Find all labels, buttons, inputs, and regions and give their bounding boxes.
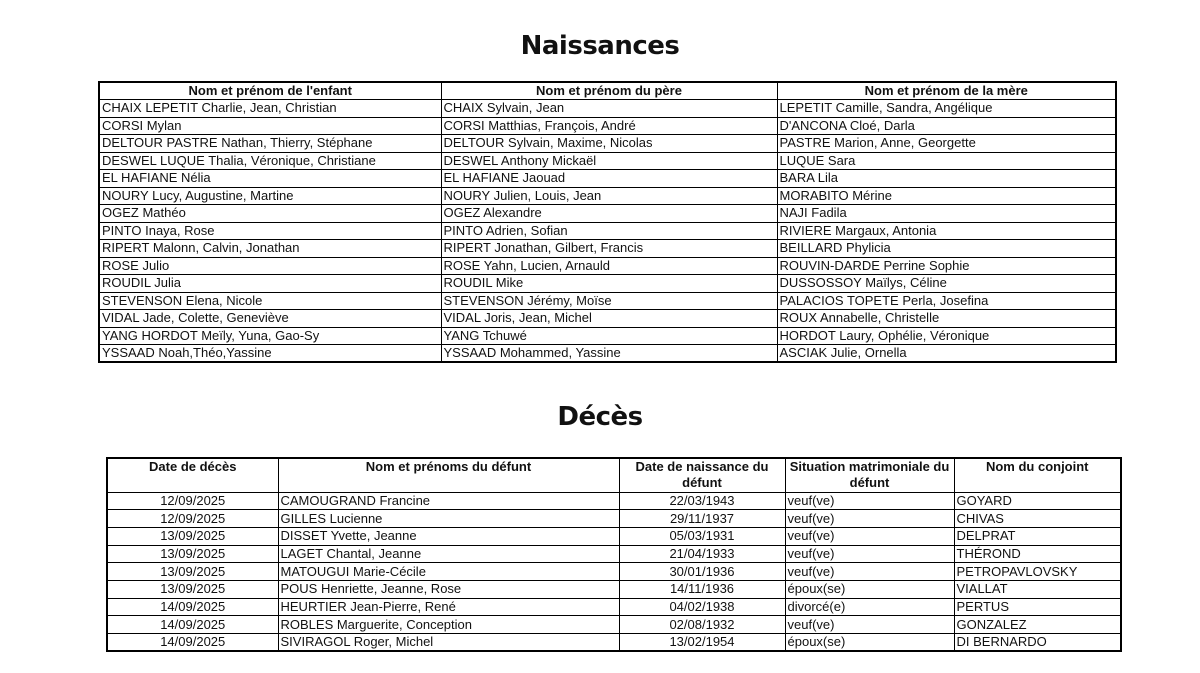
cell-mere: LEPETIT Camille, Sandra, Angélique	[777, 100, 1116, 118]
column-header-date-deces: Date de décès	[107, 458, 278, 492]
cell-mere: D'ANCONA Cloé, Darla	[777, 117, 1116, 135]
cell-conjoint: THÉROND	[954, 545, 1121, 563]
cell-date-deces: 13/09/2025	[107, 527, 278, 545]
table-row	[99, 292, 1116, 310]
cell-pere: ROSE Yahn, Lucien, Arnauld	[441, 257, 777, 275]
cell-enfant: ROUDIL Julia	[99, 275, 441, 293]
table-row	[99, 345, 1116, 363]
cell-date-deces: 12/09/2025	[107, 510, 278, 528]
cell-mere: PALACIOS TOPETE Perla, Josefina	[777, 292, 1116, 310]
cell-situation: veuf(ve)	[785, 563, 954, 581]
table-row	[107, 580, 1121, 598]
cell-pere: DELTOUR Sylvain, Maxime, Nicolas	[441, 135, 777, 153]
cell-date-deces: 14/09/2025	[107, 634, 278, 652]
cell-mere: BEILLARD Phylicia	[777, 240, 1116, 258]
cell-date-deces: 13/09/2025	[107, 545, 278, 563]
cell-enfant: CORSI Mylan	[99, 117, 441, 135]
cell-nom-defunt: CAMOUGRAND Francine	[278, 492, 619, 510]
table-row	[107, 527, 1121, 545]
cell-pere: ROUDIL Mike	[441, 275, 777, 293]
column-header-mere: Nom et prénom de la mère	[777, 82, 1116, 100]
cell-enfant: PINTO Inaya, Rose	[99, 222, 441, 240]
cell-date-naissance: 02/08/1932	[619, 616, 785, 634]
cell-date-deces: 13/09/2025	[107, 580, 278, 598]
cell-situation: veuf(ve)	[785, 545, 954, 563]
cell-nom-defunt: GILLES Lucienne	[278, 510, 619, 528]
cell-enfant: VIDAL Jade, Colette, Geneviève	[99, 310, 441, 328]
column-header-pere: Nom et prénom du père	[441, 82, 777, 100]
deces-title: Décès	[557, 402, 643, 432]
cell-pere: YANG Tchuwé	[441, 327, 777, 345]
cell-pere: RIPERT Jonathan, Gilbert, Francis	[441, 240, 777, 258]
cell-date-naissance: 14/11/1936	[619, 580, 785, 598]
cell-situation: veuf(ve)	[785, 616, 954, 634]
table-row	[107, 545, 1121, 563]
table-row	[99, 275, 1116, 293]
table-row	[107, 492, 1121, 510]
cell-enfant: ROSE Julio	[99, 257, 441, 275]
cell-pere: EL HAFIANE Jaouad	[441, 170, 777, 188]
cell-nom-defunt: HEURTIER Jean-Pierre, René	[278, 598, 619, 616]
cell-mere: LUQUE Sara	[777, 152, 1116, 170]
table-row	[99, 222, 1116, 240]
cell-pere: OGEZ Alexandre	[441, 205, 777, 223]
cell-nom-defunt: LAGET Chantal, Jeanne	[278, 545, 619, 563]
deces-table	[106, 457, 1122, 652]
cell-enfant: RIPERT Malonn, Calvin, Jonathan	[99, 240, 441, 258]
cell-pere: CHAIX Sylvain, Jean	[441, 100, 777, 118]
cell-pere: NOURY Julien, Louis, Jean	[441, 187, 777, 205]
cell-conjoint: VIALLAT	[954, 580, 1121, 598]
table-row	[99, 327, 1116, 345]
cell-nom-defunt: SIVIRAGOL Roger, Michel	[278, 634, 619, 652]
cell-pere: PINTO Adrien, Sofian	[441, 222, 777, 240]
table-row	[107, 510, 1121, 528]
cell-mere: ROUVIN-DARDE Perrine Sophie	[777, 257, 1116, 275]
cell-conjoint: GONZALEZ	[954, 616, 1121, 634]
cell-mere: MORABITO Mérine	[777, 187, 1116, 205]
table-row	[99, 100, 1116, 118]
cell-mere: DUSSOSSOY Maïlys, Céline	[777, 275, 1116, 293]
table-row	[99, 257, 1116, 275]
cell-situation: veuf(ve)	[785, 527, 954, 545]
cell-mere: ROUX Annabelle, Christelle	[777, 310, 1116, 328]
cell-conjoint: DI BERNARDO	[954, 634, 1121, 652]
column-header-enfant: Nom et prénom de l'enfant	[99, 82, 441, 100]
cell-nom-defunt: DISSET Yvette, Jeanne	[278, 527, 619, 545]
cell-situation: époux(se)	[785, 634, 954, 652]
cell-date-naissance: 13/02/1954	[619, 634, 785, 652]
cell-pere: DESWEL Anthony Mickaël	[441, 152, 777, 170]
cell-mere: PASTRE Marion, Anne, Georgette	[777, 135, 1116, 153]
table-row	[99, 117, 1116, 135]
cell-enfant: STEVENSON Elena, Nicole	[99, 292, 441, 310]
cell-date-naissance: 05/03/1931	[619, 527, 785, 545]
table-row	[99, 152, 1116, 170]
cell-date-deces: 13/09/2025	[107, 563, 278, 581]
cell-enfant: EL HAFIANE Nélia	[99, 170, 441, 188]
cell-date-naissance: 29/11/1937	[619, 510, 785, 528]
table-row	[99, 205, 1116, 223]
cell-date-naissance: 30/01/1936	[619, 563, 785, 581]
table-row	[107, 598, 1121, 616]
cell-date-naissance: 04/02/1938	[619, 598, 785, 616]
cell-nom-defunt: ROBLES Marguerite, Conception	[278, 616, 619, 634]
table-row	[99, 170, 1116, 188]
cell-pere: CORSI Matthias, François, André	[441, 117, 777, 135]
table-row	[99, 135, 1116, 153]
column-header-nom-defunt: Nom et prénoms du défunt	[278, 458, 619, 492]
cell-situation: veuf(ve)	[785, 492, 954, 510]
cell-nom-defunt: POUS Henriette, Jeanne, Rose	[278, 580, 619, 598]
cell-conjoint: PETROPAVLOVSKY	[954, 563, 1121, 581]
cell-situation: veuf(ve)	[785, 510, 954, 528]
cell-mere: ASCIAK Julie, Ornella	[777, 345, 1116, 363]
cell-enfant: NOURY Lucy, Augustine, Martine	[99, 187, 441, 205]
table-row	[99, 240, 1116, 258]
cell-date-naissance: 21/04/1933	[619, 545, 785, 563]
naissances-title: Naissances	[520, 31, 680, 61]
cell-enfant: OGEZ Mathéo	[99, 205, 441, 223]
table-row	[99, 310, 1116, 328]
cell-enfant: YSSAAD Noah,Théo,Yassine	[99, 345, 441, 363]
table-row	[107, 616, 1121, 634]
cell-conjoint: GOYARD	[954, 492, 1121, 510]
column-header-date-naissance: Date de naissance du défunt	[619, 458, 785, 492]
cell-conjoint: DELPRAT	[954, 527, 1121, 545]
cell-pere: STEVENSON Jérémy, Moïse	[441, 292, 777, 310]
cell-date-naissance: 22/03/1943	[619, 492, 785, 510]
cell-situation: divorcé(e)	[785, 598, 954, 616]
cell-conjoint: PERTUS	[954, 598, 1121, 616]
table-row	[107, 563, 1121, 581]
cell-pere: YSSAAD Mohammed, Yassine	[441, 345, 777, 363]
table-row	[107, 634, 1121, 652]
deces-header-row	[107, 458, 1121, 492]
cell-enfant: DESWEL LUQUE Thalia, Véronique, Christiane	[99, 152, 441, 170]
cell-enfant: CHAIX LEPETIT Charlie, Jean, Christian	[99, 100, 441, 118]
cell-date-deces: 14/09/2025	[107, 616, 278, 634]
cell-mere: RIVIERE Margaux, Antonia	[777, 222, 1116, 240]
column-header-situation: Situation matrimoniale du défunt	[785, 458, 954, 492]
cell-enfant: DELTOUR PASTRE Nathan, Thierry, Stéphane	[99, 135, 441, 153]
table-row	[99, 187, 1116, 205]
cell-conjoint: CHIVAS	[954, 510, 1121, 528]
cell-situation: époux(se)	[785, 580, 954, 598]
cell-date-deces: 14/09/2025	[107, 598, 278, 616]
cell-date-deces: 12/09/2025	[107, 492, 278, 510]
cell-mere: NAJI Fadila	[777, 205, 1116, 223]
cell-mere: HORDOT Laury, Ophélie, Véronique	[777, 327, 1116, 345]
cell-mere: BARA Lila	[777, 170, 1116, 188]
naissances-table	[98, 81, 1117, 363]
cell-nom-defunt: MATOUGUI Marie-Cécile	[278, 563, 619, 581]
cell-enfant: YANG HORDOT Meïly, Yuna, Gao-Sy	[99, 327, 441, 345]
cell-pere: VIDAL Joris, Jean, Michel	[441, 310, 777, 328]
naissances-header-row	[99, 82, 1116, 100]
column-header-conjoint: Nom du conjoint	[954, 458, 1121, 492]
